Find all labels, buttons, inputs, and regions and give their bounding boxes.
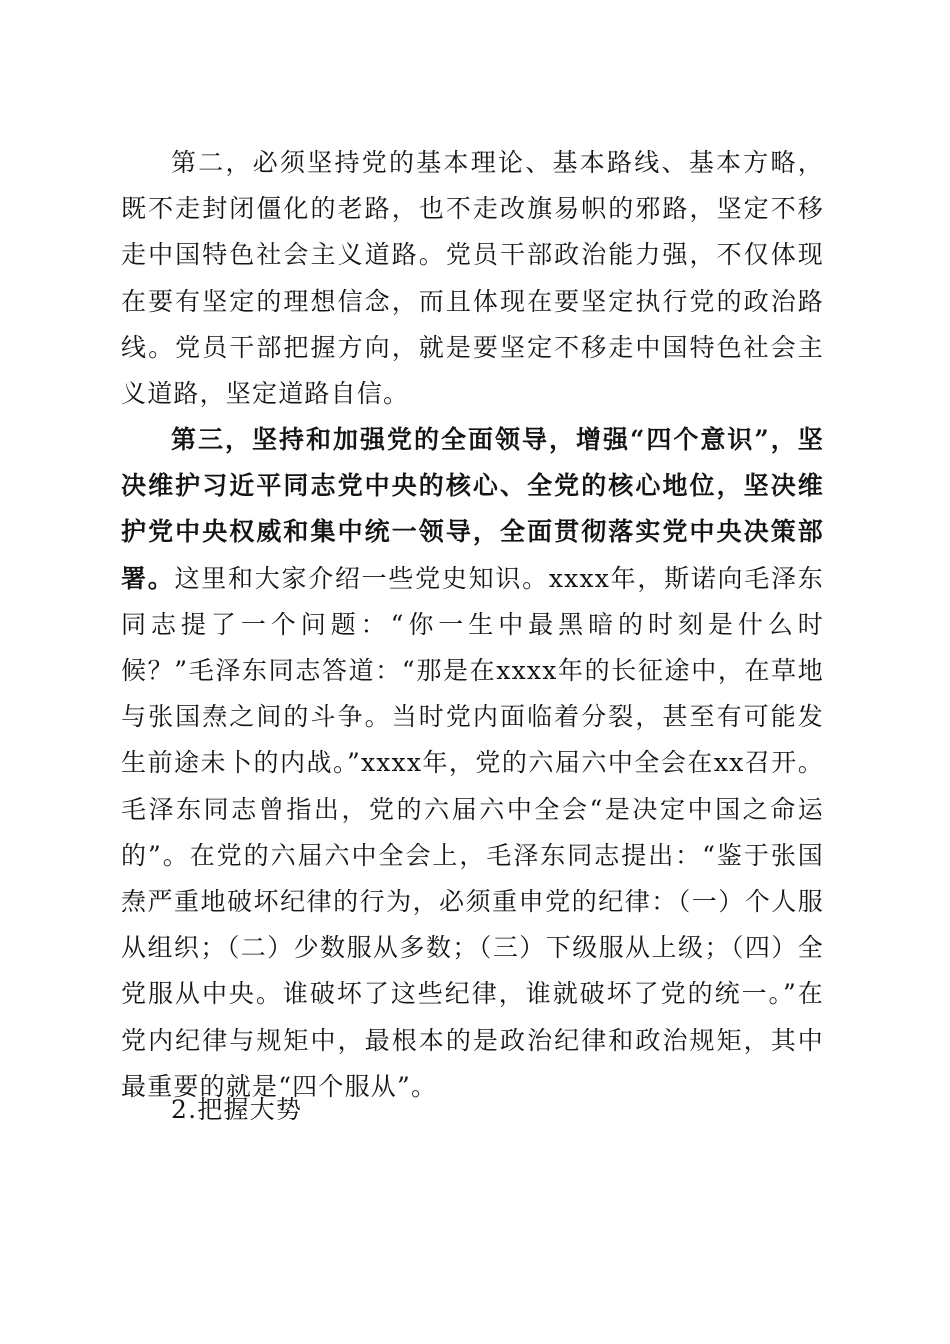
section-heading-grasp-trend: 2.把握大势 bbox=[171, 1095, 303, 1124]
paragraph-third-bold-lead: 第三，坚持和加强党的全面领导，增强“四个意识”，坚决维护习近平同志党中央的核心、全党的核心地位，坚决维护党中央权威和集中统一领导，全面贯彻落实党中央决策部署。 bbox=[121, 425, 824, 593]
paragraph-third-principle bbox=[121, 417, 824, 1110]
paragraph-second-principle bbox=[121, 140, 824, 417]
paragraph-third-text bbox=[121, 417, 824, 1110]
paragraph-third-party-history: 这里和大家介绍一些党史知识。xxxx年，斯诺向毛泽东同志提了一个问题：“你一生中最黑暗的时刻是什么时候？”毛泽东同志答道：“那是在xxxx年的长征途中，在草地与张国焘之间的斗争。当时党内面临着分裂，甚至有可能发生前途未卜的内战。”xxxx年，党的六届六中全会在xx召开。毛泽东同志曾指出，党的六届六中全会“是决定中国之命运的”。在党的六届六中全会上，毛泽东同志提出：“鉴于张国焘严重地破坏纪律的行为，必须重申党的纪律：（一）个人服从组织；（二）少数服从多数；（三）下级服从上级；（四）全党服从中央。谁破坏了这些纪律，谁就破坏了党的统一。”在党内纪律与规矩中，最根本的是政治纪律和政治规矩，其中最重要的就是“四个服从”。 bbox=[121, 563, 824, 1101]
paragraph-second-text: 第二，必须坚持党的基本理论、基本路线、基本方略，既不走封闭僵化的老路，也不走改旗易帜的邪路，坚定不移走中国特色社会主义道路。党员干部政治能力强，不仅体现在要有坚定的理想信念，而且体现在要坚定执行党的政治路线。党员干部把握方向，就是要坚定不移走中国特色社会主义道路，坚定道路自信。 bbox=[121, 148, 824, 409]
